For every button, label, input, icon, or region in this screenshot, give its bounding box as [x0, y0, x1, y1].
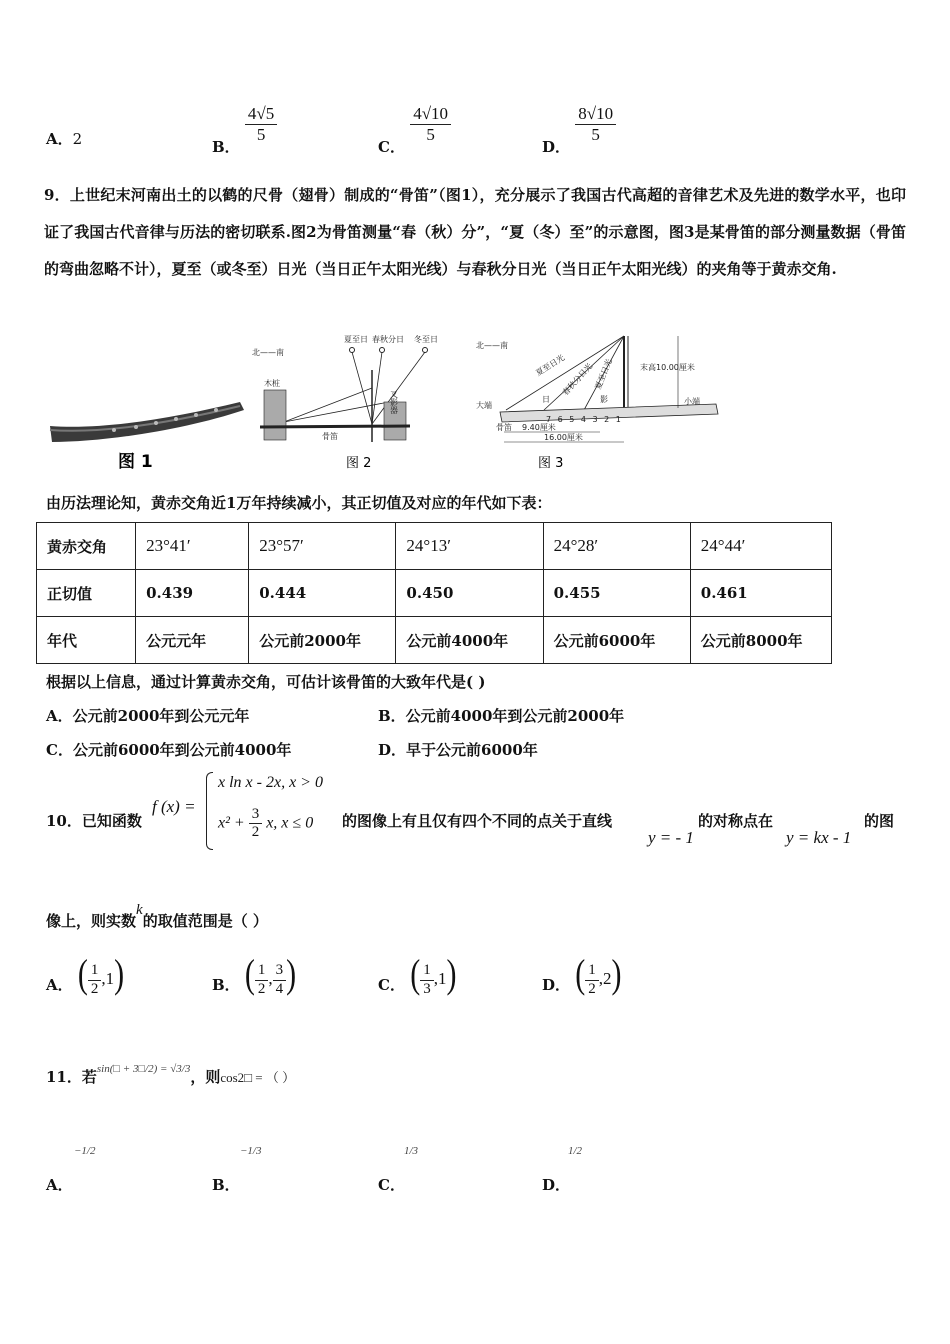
option-label: A． [46, 976, 73, 994]
q11-middle: ，则 [190, 1068, 221, 1086]
fig2-diagram [252, 334, 438, 442]
bone-flute-image [50, 402, 244, 442]
fig3-height: 末高10.00厘米 [640, 363, 695, 372]
row-header: 正切值 [37, 570, 136, 617]
fig2-flute: 骨笛 [322, 432, 338, 441]
text-a: 像上，则实数 [46, 912, 137, 930]
right-paren: ) [286, 952, 297, 997]
obliquity-table [36, 522, 832, 664]
table-cell: 0.461 [690, 570, 831, 617]
q10-option-b [212, 952, 297, 998]
option-label: D． [542, 138, 571, 157]
table-cell: 0.444 [249, 570, 396, 617]
q9-option-d: D．早于公元前6000年 [378, 741, 538, 759]
right-paren: ) [446, 952, 457, 997]
option-label: D． [542, 1176, 571, 1194]
fig3-sun: 日 [542, 395, 550, 404]
fig2-caption: 图 2 [346, 456, 372, 471]
table-cell: 24°28′ [543, 523, 690, 570]
q8-option-b [212, 104, 277, 157]
q10-prefix: 10．已知函数 [46, 812, 142, 830]
left-paren: ( [77, 952, 88, 997]
case2-part-b: x, x ≤ 0 [266, 814, 314, 832]
piecewise-brace [206, 772, 213, 850]
table-cell: 0.439 [136, 570, 249, 617]
option-label: B． [212, 976, 240, 994]
option-value: −1/3 [240, 1145, 262, 1157]
left-paren: ( [575, 952, 586, 997]
fig3-big-end: 大端 [476, 401, 492, 410]
fig2-winter: 冬至日 [414, 335, 438, 344]
k-symbol: k [136, 902, 143, 918]
q10-line2: y = kx - 1 [786, 828, 852, 847]
q11-cos: cos2□ = （ ） [220, 1070, 296, 1085]
table-intro: 由历法理论知，黄赤交角近1万年持续减小，其正切值及对应的年代如下表： [46, 494, 552, 512]
q10-case1: x ln x - 2x, x > 0 [218, 774, 323, 791]
fig3-equinox-light: 春秋分日光 [560, 361, 595, 398]
q9-question: 根据以上信息，通过计算黄赤交角，可估计该骨笛的大致年代是( ) [46, 673, 486, 691]
fig3-small-end: 小端 [684, 397, 700, 406]
fig3-caption: 图 3 [538, 456, 564, 471]
q11-option-c [378, 1140, 419, 1194]
option-label: A． [46, 1176, 73, 1194]
option-label: B． [212, 1176, 240, 1194]
q10-fx: f (x) = [152, 797, 196, 816]
q10-middle: 的图像上有且仅有四个不同的点关于直线 [342, 812, 613, 830]
fig3-flute: 骨笛 [496, 423, 512, 432]
option-tail: ,2 [598, 969, 612, 988]
option-label: C． [378, 1176, 405, 1194]
option-value: 2 [72, 130, 83, 148]
fig2-north-south: 北——南 [252, 348, 284, 357]
option-label: A． [46, 130, 73, 148]
comma: , [268, 969, 273, 988]
q9-option-a: A．公元前2000年到公元元年 [46, 707, 250, 725]
q8-option-c [378, 104, 451, 157]
fig1-caption: 图 1 [118, 452, 153, 472]
option-label: B． [212, 138, 240, 157]
q8-option-d [542, 104, 616, 157]
q10-middle2: 的对称点在 [698, 812, 774, 830]
q11-option-d [542, 1140, 583, 1194]
case2-part-a: x² + [218, 814, 245, 832]
option-label: D． [542, 976, 571, 994]
table-row-angle [37, 523, 832, 570]
left-paren: ( [410, 952, 421, 997]
q11-option-a [46, 1140, 96, 1194]
row-header: 黄赤交角 [37, 523, 136, 570]
option-value: 1/2 [568, 1145, 583, 1157]
q9-figures [44, 330, 924, 475]
right-paren: ) [611, 952, 622, 997]
fig2-shadow: 叉影器 [389, 390, 399, 414]
option-label: C． [378, 138, 405, 157]
table-cell: 公元前2000年 [249, 617, 396, 664]
option-value: 1/3 [404, 1145, 419, 1157]
table-cell: 0.455 [543, 570, 690, 617]
fraction: $\frac{4√10}{5}$ [410, 104, 451, 144]
fig3-len-940: 9.40厘米 [522, 423, 556, 432]
fig2-post: 木桩 [264, 379, 280, 388]
left-paren: ( [244, 952, 255, 997]
fraction: $\frac{1}{2}$ [88, 962, 102, 998]
option-label: C． [378, 976, 405, 994]
fraction: $\frac{1}{3}$ [420, 962, 434, 998]
table-row-tangent [37, 570, 832, 617]
q9-option-c: C．公元前6000年到公元前4000年 [46, 741, 292, 759]
fig3-len-1600: 16.00厘米 [544, 433, 583, 442]
q10-option-c [378, 952, 457, 998]
fraction: $\frac{3}{4}$ [273, 962, 287, 998]
fig2-summer: 夏至日 [344, 335, 368, 344]
right-paren: ) [114, 952, 125, 997]
q10-line2-text [46, 902, 268, 931]
q9-stem: 9．上世纪末河南出土的以鹤的尺骨（翅骨）制成的“骨笛”（图1），充分展示了我国古代高超的音律艺术及先进的数学水平，也印证了我国古代音律与历法的密切联系.图2为骨笛测量“春（秋）分”，“夏（冬）至”的示意图，图3是某骨笛的部分测量数据（骨笛的弯曲忽略不计），夏至（或冬至）日光（当日正午太阳光线）与春秋分日光（当日正午太阳光线）的夹角等于黄赤交角. [44, 186, 906, 278]
q11-formula: sin(□ + 3□/2) = √3/3 [96, 1063, 191, 1075]
table-cell: 23°57′ [249, 523, 396, 570]
table-cell: 23°41′ [136, 523, 249, 570]
fraction: $\frac{1}{2}$ [585, 962, 599, 998]
fig3-xia: 夏至日光 [593, 357, 614, 391]
q10-option-d [542, 952, 622, 998]
option-tail: ,1 [433, 969, 447, 988]
table-cell: 24°44′ [690, 523, 831, 570]
table-cell: 公元元年 [136, 617, 249, 664]
q11-option-b [212, 1140, 262, 1194]
fig3-diagram [476, 336, 718, 442]
q10-case2 [218, 806, 313, 842]
q10-line1: y = - 1 [648, 828, 694, 847]
q11-line [46, 1063, 296, 1087]
text-b: 的取值范围是（ ） [142, 912, 268, 930]
table-cell: 0.450 [396, 570, 543, 617]
fraction: $\frac{3}{2}$ [249, 806, 263, 842]
fraction: $\frac{4√5}{5}$ [245, 104, 277, 144]
row-header: 年代 [37, 617, 136, 664]
fig3-north-south: 北——南 [476, 341, 508, 350]
fraction: $\frac{8√10}{5}$ [575, 104, 616, 144]
table-cell: 公元前8000年 [690, 617, 831, 664]
fraction: $\frac{1}{2}$ [255, 962, 269, 998]
fig3-summer-light: 夏至日光 [534, 353, 567, 378]
fig3-marks: 7 6 5 4 3 2 1 [546, 415, 623, 424]
q10-option-a [46, 952, 125, 998]
table-cell: 公元前6000年 [543, 617, 690, 664]
fig2-equinox: 春秋分日 [372, 335, 404, 344]
option-value: −1/2 [74, 1145, 96, 1157]
q10-tail: 的图 [864, 812, 895, 830]
table-cell: 24°13′ [396, 523, 543, 570]
q11-prefix: 11．若 [46, 1068, 97, 1086]
table-row-era [37, 617, 832, 664]
q8-option-a [46, 128, 82, 149]
option-tail: ,1 [101, 969, 115, 988]
q9-option-b: B．公元前4000年到公元前2000年 [378, 707, 625, 725]
fig3-shadow: 影 [600, 395, 608, 404]
table-cell: 公元前4000年 [396, 617, 543, 664]
